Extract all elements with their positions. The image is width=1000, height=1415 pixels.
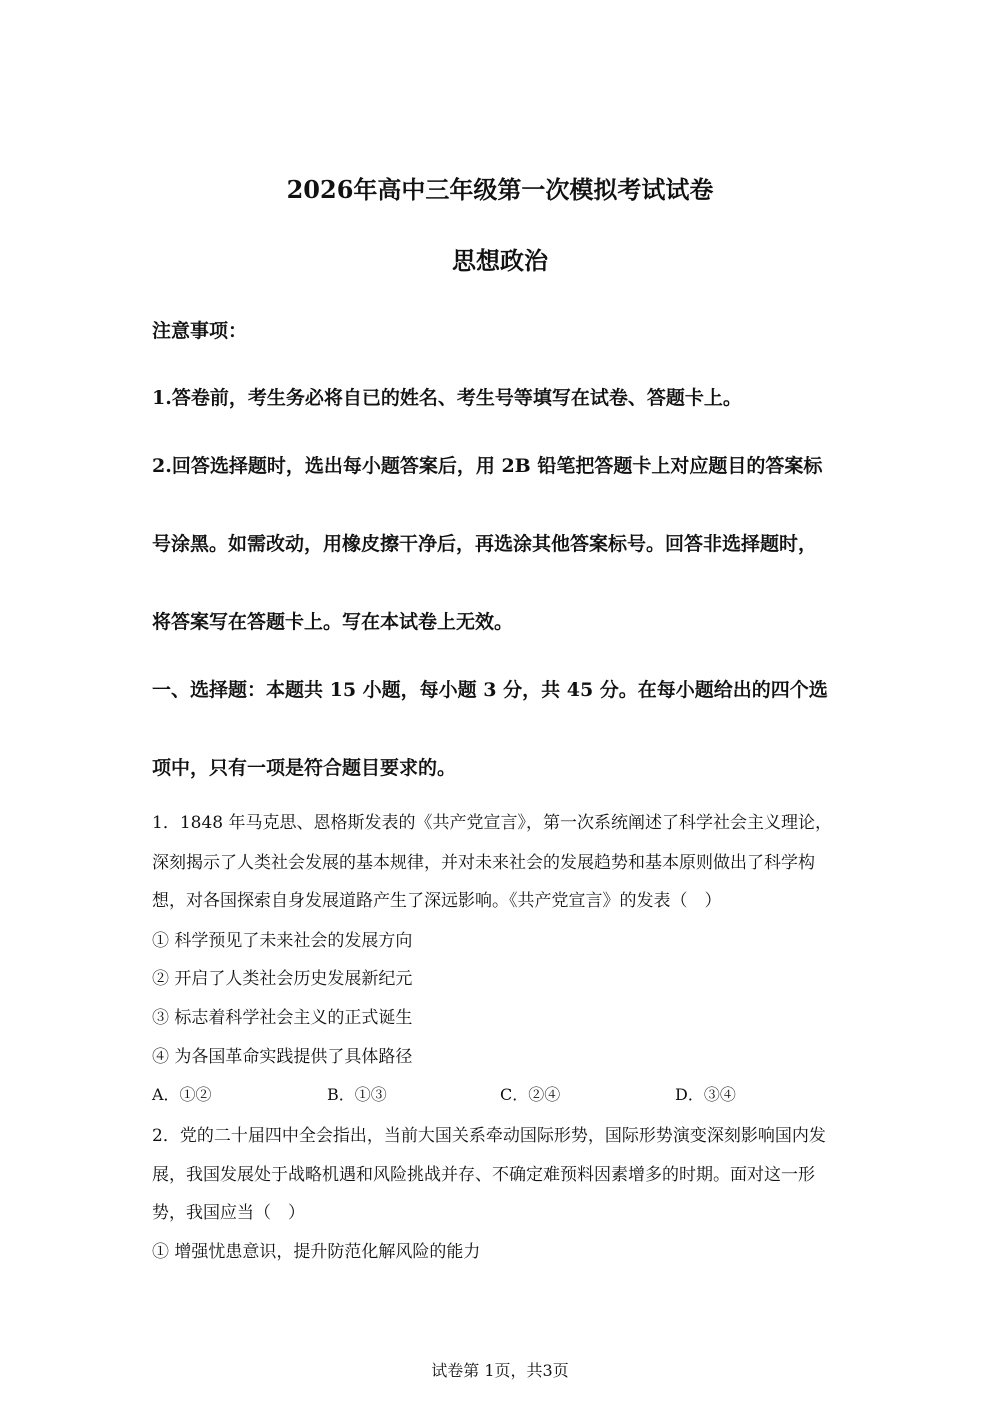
- question-1-statement-1: ① 科学预见了未来社会的发展方向: [152, 931, 413, 951]
- question-1-statement-4: ④ 为各国革命实践提供了具体路径: [152, 1047, 413, 1067]
- notice-item-2-line-1: 2.回答选择题时，选出每小题答案后，用 2B 铅笔把答题卡上对应题目的答案标: [152, 455, 823, 477]
- question-1-stem-line-2: 深刻揭示了人类社会发展的基本规律，并对未来社会的发展趋势和基本原则做出了科学构: [152, 853, 815, 873]
- section-heading-line-1: 一、选择题：本题共 15 小题，每小题 3 分，共 45 分。在每小题给出的四个选: [152, 679, 828, 701]
- question-1-statement-3: ③ 标志着科学社会主义的正式诞生: [152, 1008, 413, 1028]
- question-2-statement-1: ① 增强忧患意识，提升防范化解风险的能力: [152, 1242, 481, 1262]
- question-1-choice-c: C．②④: [500, 1085, 561, 1104]
- question-1-stem-line-3: 想，对各国探索自身发展道路产生了深远影响。《共产党宣言》的发表（ ）: [152, 891, 722, 911]
- notice-item-2-line-2: 号涂黑。如需改动，用橡皮擦干净后，再选涂其他答案标号。回答非选择题时，: [152, 533, 818, 555]
- question-2-stem-line-3: 势，我国应当（ ）: [152, 1203, 305, 1223]
- question-1-statement-2: ② 开启了人类社会历史发展新纪元: [152, 969, 413, 989]
- question-2-stem-line-1: 2．党的二十届四中全会指出，当前大国关系牵动国际形势，国际形势演变深刻影响国内发: [152, 1126, 826, 1146]
- notice-item-2-line-3: 将答案写在答题卡上。写在本试卷上无效。: [152, 611, 514, 633]
- question-1-choice-a: A．①②: [152, 1085, 212, 1104]
- subject-title: 思想政治: [452, 246, 548, 275]
- notice-item-1: 1.答卷前，考生务必将自已的姓名、考生号等填写在试卷、答题卡上。: [152, 387, 742, 409]
- page-footer: 试卷第 1页，共3页: [431, 1361, 569, 1380]
- question-1-choice-b: B．①③: [327, 1085, 387, 1104]
- notice-heading: 注意事项：: [152, 320, 248, 342]
- exam-title: 2026年高中三年级第一次模拟考试试卷: [286, 175, 714, 204]
- question-1-stem-line-1: 1．1848 年马克思、恩格斯发表的《共产党宣言》，第一次系统阐述了科学社会主义理论，: [152, 813, 832, 833]
- section-heading-line-2: 项中，只有一项是符合题目要求的。: [152, 757, 457, 779]
- question-1-choice-d: D．③④: [675, 1085, 736, 1104]
- question-2-stem-line-2: 展，我国发展处于战略机遇和风险挑战并存、不确定难预料因素增多的时期。面对这一形: [152, 1165, 815, 1185]
